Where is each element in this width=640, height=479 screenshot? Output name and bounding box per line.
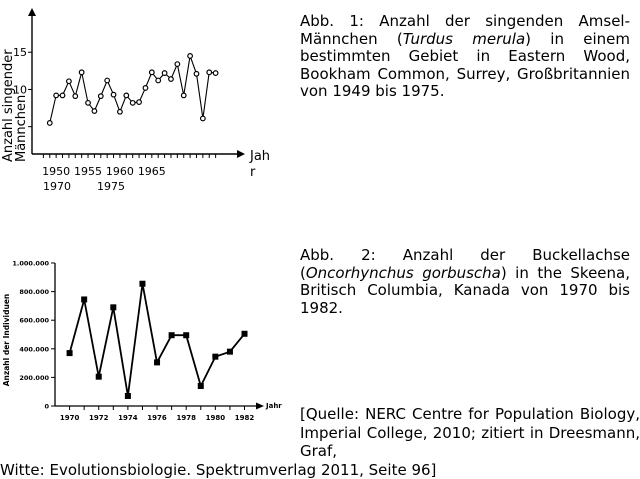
chart-pink-salmon-count: [0, 245, 290, 425]
data-point: [125, 393, 131, 399]
data-point: [73, 94, 78, 99]
data-point: [105, 78, 110, 83]
data-point: [86, 101, 91, 106]
data-point: [81, 296, 87, 302]
data-point: [169, 77, 174, 82]
data-point: [213, 71, 218, 76]
source-citation: [0, 405, 640, 479]
y-tick-label: 0: [44, 403, 49, 411]
data-point: [124, 93, 129, 98]
data-point: [60, 93, 65, 98]
data-point: [143, 86, 148, 91]
data-point: [154, 359, 160, 365]
x-tick-label: 1965: [138, 165, 166, 178]
data-point: [111, 92, 116, 97]
y-axis-label: Anzahl der Individuen: [2, 294, 11, 387]
x-tick-label: 1980: [206, 414, 226, 422]
fig2-text: Abb. 2: Anzahl der Buckellachse (: [300, 246, 630, 282]
fig2-species-name: Oncorhynchus gorbuscha: [306, 264, 501, 282]
data-point: [130, 101, 135, 106]
data-point: [47, 121, 52, 126]
y-tick-label: 600.000: [19, 317, 49, 325]
y-tick-label: 800.000: [19, 288, 49, 296]
data-point: [79, 70, 84, 75]
y-tick-label: 400.000: [19, 345, 49, 353]
data-point: [212, 354, 218, 360]
data-point: [194, 72, 199, 77]
data-point: [169, 332, 175, 338]
x-tick-label: 1975: [97, 180, 125, 193]
figure-1-caption: [300, 13, 630, 101]
data-point: [54, 93, 59, 98]
y-tick-label: 1.000.000: [12, 260, 49, 268]
x-axis-arrowhead: [237, 150, 245, 158]
data-point: [137, 100, 142, 105]
chart-blackbird-song-males: [0, 0, 270, 210]
data-point: [201, 116, 206, 121]
fig1-text: ) in einem bestimmten Gebiet in Eastern Wood, Bookham Common, Surrey, Großbritannien von 1949 bis 1975.: [300, 30, 630, 101]
y-tick-label: 10: [13, 83, 27, 96]
y-tick-label: 200.000: [19, 374, 49, 382]
fig1-species-name: Turdus merula: [403, 30, 525, 48]
fig1-text: Abb. 1: Anzahl der singenden Amsel-Männchen (: [300, 12, 630, 48]
data-point: [67, 350, 73, 356]
data-point: [67, 79, 72, 84]
x-tick-label: 1982: [235, 414, 255, 422]
data-point: [198, 383, 204, 389]
x-tick-label: 1950: [42, 165, 70, 178]
x-axis-label: Jah r: [249, 149, 270, 180]
data-point: [242, 331, 248, 337]
x-axis-label: Jahr: [265, 402, 282, 410]
data-point: [139, 281, 145, 287]
data-point: [183, 332, 189, 338]
y-axis-arrowhead: [28, 8, 36, 16]
data-point: [98, 94, 103, 99]
y-tick-label: 15: [13, 46, 27, 59]
fig2-text: ) in the Skeena, Britisch Columbia, Kanada von 1970 bis 1982.: [300, 264, 630, 317]
x-tick-label: 1955: [74, 165, 102, 178]
data-point: [188, 54, 193, 59]
data-point: [96, 374, 102, 380]
data-point: [207, 70, 212, 75]
source-citation-line-1: [Quelle: NERC Centre for Population Biology, Imperial College, 2010; zitiert in Dreesmann, Graf,: [0, 405, 640, 461]
data-point: [118, 109, 123, 114]
data-point: [92, 109, 97, 114]
y-axis-label: Anzahl singender Männchen: [1, 45, 29, 162]
data-point: [156, 78, 161, 83]
x-tick-label: 1976: [147, 414, 167, 422]
x-tick-label: 1974: [118, 414, 138, 422]
data-point: [181, 93, 186, 98]
x-tick-label: 1970: [43, 180, 71, 193]
x-tick-label: 1972: [89, 414, 109, 422]
series-line: [50, 56, 216, 123]
x-tick-label: 1960: [106, 165, 134, 178]
data-point: [175, 62, 180, 67]
data-point: [162, 71, 167, 76]
source-citation-line-2: Witte: Evolutionsbiologie. Spektrumverlag 2011, Seite 96]: [0, 461, 640, 479]
x-tick-label: 1970: [60, 414, 80, 422]
x-tick-label: 1978: [176, 414, 196, 422]
figure-2-caption: [300, 247, 630, 317]
data-point: [110, 304, 116, 310]
data-point: [227, 349, 233, 355]
data-point: [150, 70, 155, 75]
